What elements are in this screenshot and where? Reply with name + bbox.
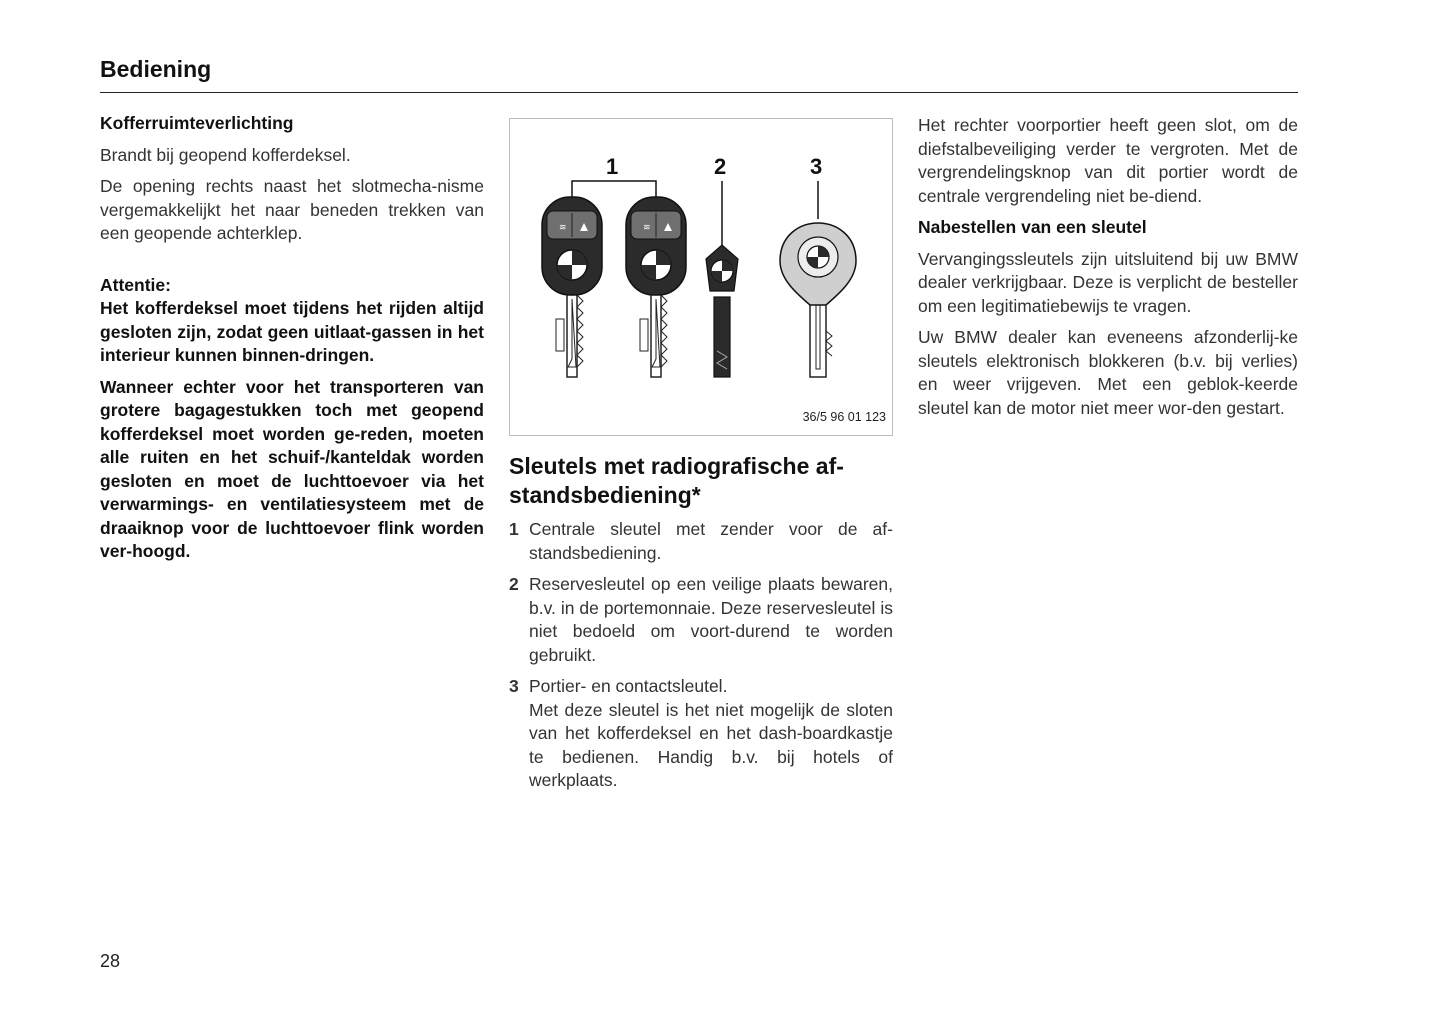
trunk-light-text-1: Brandt bij geopend kofferdeksel. (100, 144, 351, 165)
list-item (509, 518, 893, 565)
list-item (509, 675, 893, 793)
list-item-text-continued: Met deze sleutel is het niet mogelijk de sloten van het kofferdeksel en het dash-boardkastje te bedienen. Handig b.v. bij hotels of werkplaats. (529, 699, 893, 790)
keys-section-heading: Sleutels met radiografische af-standsbediening* (509, 453, 844, 508)
list-item-text: Reservesleutel op een veilige plaats bewaren, b.v. in de portemonnaie. Deze reservesleutel is niet bedoeld om voort-durend te worden gebruikt. (529, 574, 893, 665)
attention-label: Attentie: (100, 274, 171, 295)
door-lock-text: Het rechter voorportier heeft geen slot, om de diefstalbeveiliging verder te vergroten. Met de vergrendelingsknop van dit portier wordt de centrale vergrendeling niet be-diend. (918, 115, 1298, 206)
page-number: 28 (100, 951, 121, 971)
trunk-light-text-2: De opening rechts naast het slotmecha-nisme vergemakkelijkt het naar beneden trekken van een geopende achterklep. (100, 176, 484, 243)
middle-column (509, 112, 893, 801)
list-item-number: 3 (509, 676, 519, 696)
list-item-number: 1 (509, 519, 519, 539)
list-item-text: Portier- en contactsleutel. (529, 676, 728, 696)
svg-text:≋: ≋ (559, 223, 567, 233)
svg-text:≋: ≋ (643, 223, 651, 233)
reorder-key-text-2: Uw BMW dealer kan eveneens afzonderlij-ke sleutels elektronisch blokkeren (b.v. bij verlies) en weer vrijgeven. Met een geblok-keerde sleutel kan de motor niet meer wor-den gestart. (918, 327, 1298, 418)
figure-label-3: 3 (810, 154, 823, 179)
keys-list (509, 518, 893, 793)
keys-illustration (510, 119, 892, 435)
figure-label-1: 1 (606, 154, 619, 179)
remote-key-1b-icon (626, 197, 686, 377)
warning-text: Wanneer echter voor het transporteren van grotere bagagestukken toch met geopend kofferdeksel moet worden ge-reden, moeten alle ruiten en het schuif-/kanteldak worden gesloten en moet de luchttoevoer via het verwarmings- en ventilatiesysteem met de draaiknop voor de luchttoevoer flink worden ver-hoogd. (100, 376, 484, 561)
page-section-title: Bediening (100, 56, 212, 82)
figure-label-2: 2 (714, 154, 727, 179)
list-item-text: Centrale sleutel met zender voor de af-standsbediening. (529, 519, 893, 563)
keys-figure (509, 118, 893, 436)
figure-code: 36/5 96 01 123 (802, 409, 886, 424)
reorder-key-heading: Nabestellen van een sleutel (918, 217, 1147, 237)
left-column (100, 112, 484, 572)
reorder-key-text-1: Vervangingssleutels zijn uitsluitend bij uw BMW dealer verkrijgbaar. Deze is verplicht de besteller om een legitimatiebewijs te vragen. (918, 248, 1298, 316)
spare-key-2-icon (706, 245, 738, 377)
right-column (918, 114, 1298, 428)
door-key-3-icon (780, 223, 856, 377)
trunk-light-heading: Kofferruimteverlichting (100, 113, 294, 133)
list-item (509, 573, 893, 667)
list-item-number: 2 (509, 574, 519, 594)
remote-key-1-icon (542, 197, 602, 377)
attention-text: Het kofferdeksel moet tijdens het rijden altijd gesloten zijn, zodat geen uitlaat-gassen in het interieur kunnen binnen-dringen. (100, 298, 484, 365)
header-rule (100, 92, 1298, 93)
